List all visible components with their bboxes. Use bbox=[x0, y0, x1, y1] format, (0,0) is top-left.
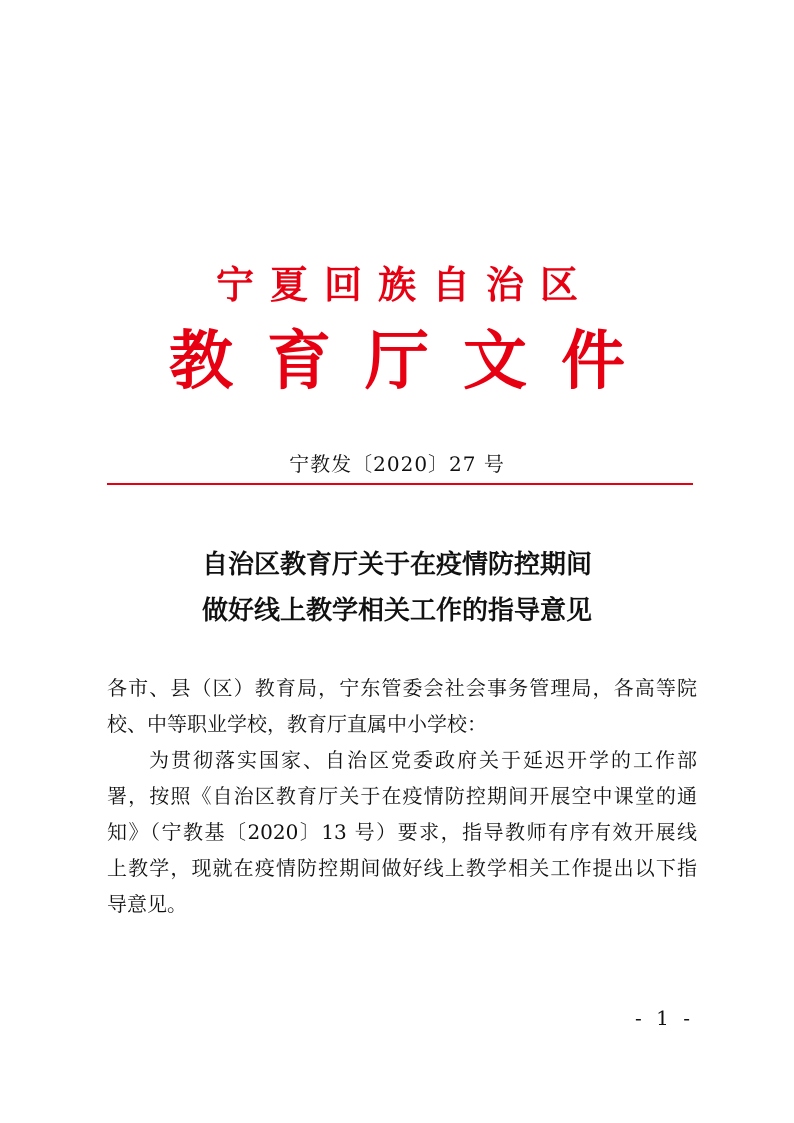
addressee-line: 校、中等职业学校，教育厅直属中小学校： bbox=[107, 712, 487, 736]
issuing-org-name: 宁夏回族自治区 bbox=[215, 262, 594, 307]
paragraph-line: 为贯彻落实国家、自治区党委政府关于延迟开学的工作部 bbox=[149, 748, 697, 772]
document-title-line-1: 自治区教育厅关于在疫情防控期间 bbox=[201, 550, 592, 580]
document-number: 宁教发〔2020〕27 号 bbox=[289, 452, 505, 476]
paragraph-line: 上教学，现就在疫情防控期间做好线上教学相关工作提出以下指 bbox=[107, 856, 697, 880]
addressee-line: 各市、县（区）教育局，宁东管委会社会事务管理局，各高等院 bbox=[107, 676, 697, 700]
page-number: - 1 - bbox=[635, 1006, 694, 1030]
document-title-line-2: 做好线上教学相关工作的指导意见 bbox=[201, 596, 592, 626]
document-type-heading: 教育厅文件 bbox=[169, 324, 659, 399]
paragraph-line: 署，按照《自治区教育厅关于在疫情防控期间开展空中课堂的通 bbox=[107, 784, 697, 808]
addressee-block bbox=[107, 670, 697, 742]
body-paragraph bbox=[107, 742, 697, 922]
paragraph-line: 导意见。 bbox=[107, 892, 187, 916]
paragraph-line: 知》（宁教基〔2020〕13 号）要求，指导教师有序有效开展线 bbox=[107, 820, 697, 844]
red-separator-line bbox=[107, 483, 693, 485]
